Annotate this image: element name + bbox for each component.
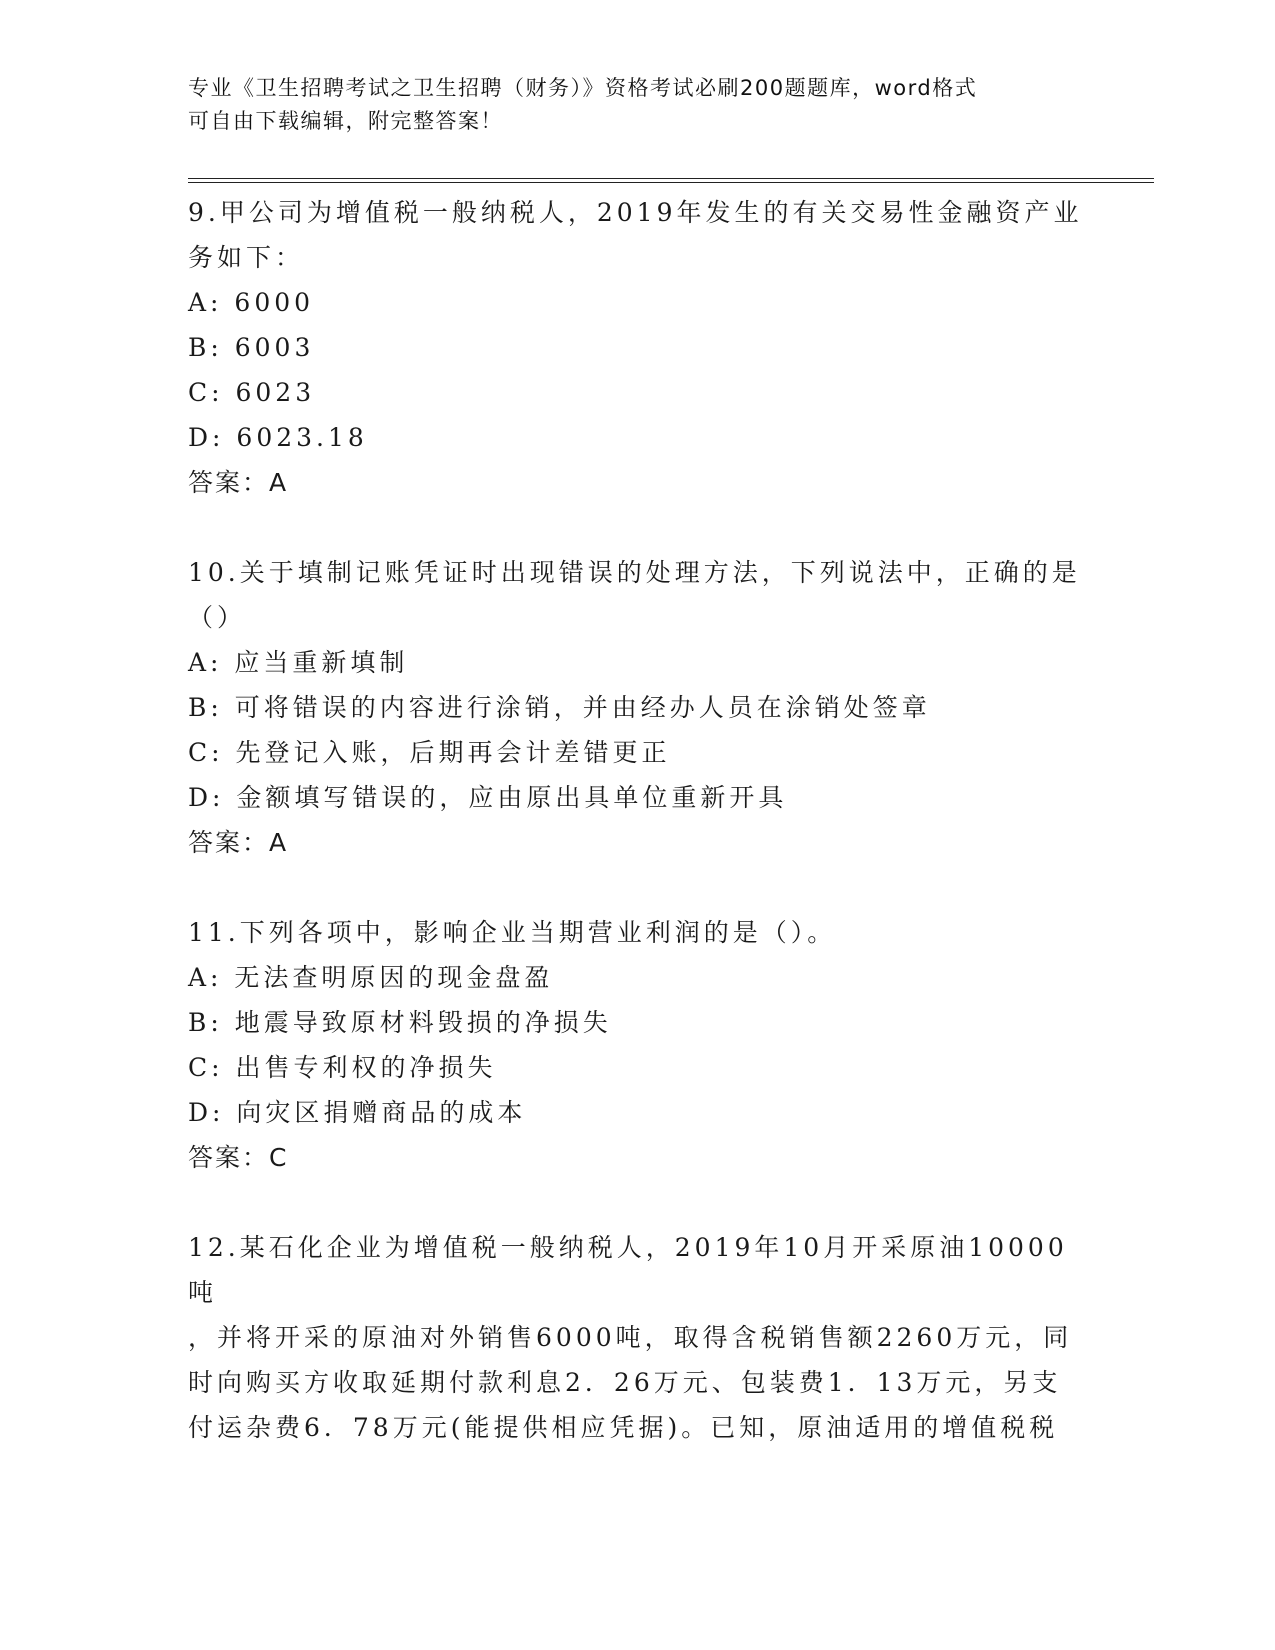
option-a: A: 应当重新填制 — [188, 648, 409, 677]
answer-line: 答案：A — [188, 468, 289, 497]
header-divider-top — [188, 178, 1154, 179]
question-stem-line: ，并将开采的原油对外销售6000吨，取得含税销售额2260万元，同 — [188, 1323, 1073, 1352]
spacer — [188, 1180, 1088, 1225]
question-stem-line: 9.甲公司为增值税一般纳税人，2019年发生的有关交易性金融资产业 — [188, 198, 1083, 227]
question-stem-line: 务如下： — [188, 243, 305, 272]
spacer — [188, 505, 1088, 550]
option-d: D: 向灾区捐赠商品的成本 — [188, 1098, 527, 1127]
option-d: D: 6023.18 — [188, 423, 368, 452]
option-b: B: 地震导致原材料毁损的净损失 — [188, 1008, 612, 1037]
option-c: C: 6023 — [188, 378, 316, 407]
option-c: C: 出售专利权的净损失 — [188, 1053, 497, 1082]
question-11 — [188, 910, 1088, 1180]
header-line-2: 可自由下载编辑，附完整答案！ — [188, 109, 503, 133]
question-stem-line: 12.某石化企业为增值税一般纳税人，2019年10月开采原油10000吨 — [188, 1233, 1068, 1307]
answer-line: 答案：A — [188, 828, 289, 857]
question-list — [188, 190, 1088, 1450]
option-c: C: 先登记入账，后期再会计差错更正 — [188, 738, 671, 767]
question-stem-line: 付运杂费6．78万元(能提供相应凭据)。已知，原油适用的增值税税 — [188, 1413, 1059, 1442]
option-a: A: 无法查明原因的现金盘盈 — [188, 963, 554, 992]
answer-line: 答案：C — [188, 1143, 289, 1172]
question-stem-line: 11.下列各项中，影响企业当期营业利润的是（）。 — [188, 918, 837, 947]
question-stem-line: （） — [188, 603, 247, 632]
header-divider-bottom — [188, 182, 1154, 183]
header-line-1: 专业《卫生招聘考试之卫生招聘（财务）》资格考试必刷200题题库，word格式 — [188, 76, 978, 100]
question-10 — [188, 550, 1088, 865]
question-12 — [188, 1225, 1088, 1450]
option-b: B: 可将错误的内容进行涂销，并由经办人员在涂销处签章 — [188, 693, 931, 722]
question-9 — [188, 190, 1088, 505]
question-stem-line: 时向购买方收取延期付款利息2．26万元、包装费1．13万元，另支 — [188, 1368, 1062, 1397]
option-b: B: 6003 — [188, 333, 315, 362]
question-stem-line: 10.关于填制记账凭证时出现错误的处理方法，下列说法中，正确的是 — [188, 558, 1081, 587]
option-a: A: 6000 — [188, 288, 315, 317]
document-header — [188, 72, 1068, 138]
spacer — [188, 865, 1088, 910]
option-d: D: 金额填写错误的，应由原出具单位重新开具 — [188, 783, 788, 812]
